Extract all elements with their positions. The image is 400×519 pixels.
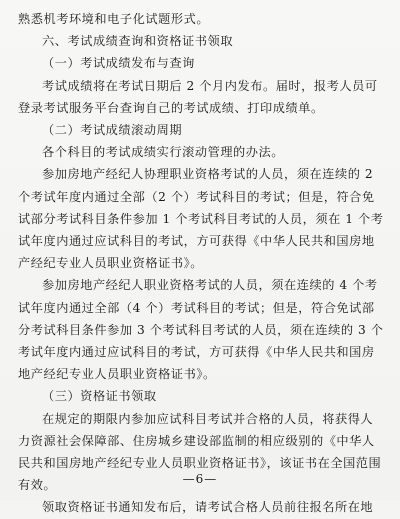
text-line: 力资源社会保障部、住房城乡建设部监制的相应级别的《中华人 [18, 433, 375, 448]
paragraph-first-line: 参加房地产经纪人职业资格考试的人员，须在连续的 4 个考 [42, 278, 378, 293]
text-line: 试部分考试科目条件参加 1 个考试科目考试的人员，须在 1 个考 [18, 211, 384, 226]
paragraph-first-line: 各个科目的考试成绩实行滚动管理的办法。 [42, 145, 285, 160]
paragraph-first-line: 领取资格证书通知发布后，请考试合格人员前往报名所在地 [42, 500, 374, 515]
text-line: 分考试科目条件参加 3 个考试科目考试的人员，须在连续的 3 个 [18, 322, 384, 337]
text-line: 产经纪专业人员职业资格证书》。 [18, 256, 203, 271]
text-line: 地产经纪专业人员职业资格证书》。 [18, 367, 216, 382]
text-line: 民共和国房地产经纪专业人员职业资格证书》，该证书在全国范围 [18, 456, 382, 471]
subsection-heading: （二）考试成绩滚动周期 [42, 123, 183, 138]
text-line: 考试年度内通过应试科目的考试，方可获得《中华人民共和国房 [18, 345, 375, 360]
section-heading: 六、考试成绩查询和资格证书领取 [42, 34, 234, 49]
document-body [18, 8, 382, 519]
text-line: 试年度内通过应试科目的考试，方可获得《中华人民共和国房地 [18, 234, 375, 249]
text-line: 试年度内通过全部（4 个）考试科目的考试；但是，符合免试部 [18, 300, 375, 315]
subsection-heading: （三）资格证书领取 [42, 389, 157, 404]
paragraph-first-line: 考试成绩将在考试日期后 2 个月内发布。届时，报考人员可 [42, 78, 378, 93]
paragraph-first-line: 参加房地产经纪人协理职业资格考试的人员，须在连续的 2 [42, 167, 374, 182]
text-line: 熟悉机考环境和电子化试题形式。 [18, 12, 210, 26]
subsection-heading: （一）考试成绩发布与查询 [42, 56, 195, 71]
text-line: 有效。 [18, 478, 57, 493]
text-line: 登录考试服务平台查询自己的考试成绩、打印成绩单。 [18, 100, 324, 115]
paragraph-first-line: 在规定的期限内参加应试科目考试并合格的人员，将获得人 [42, 411, 374, 426]
page-number: —6— [182, 471, 218, 486]
text-line: 个考试年度内通过全部（2 个）考试科目的考试；但是，符合免 [18, 189, 375, 204]
